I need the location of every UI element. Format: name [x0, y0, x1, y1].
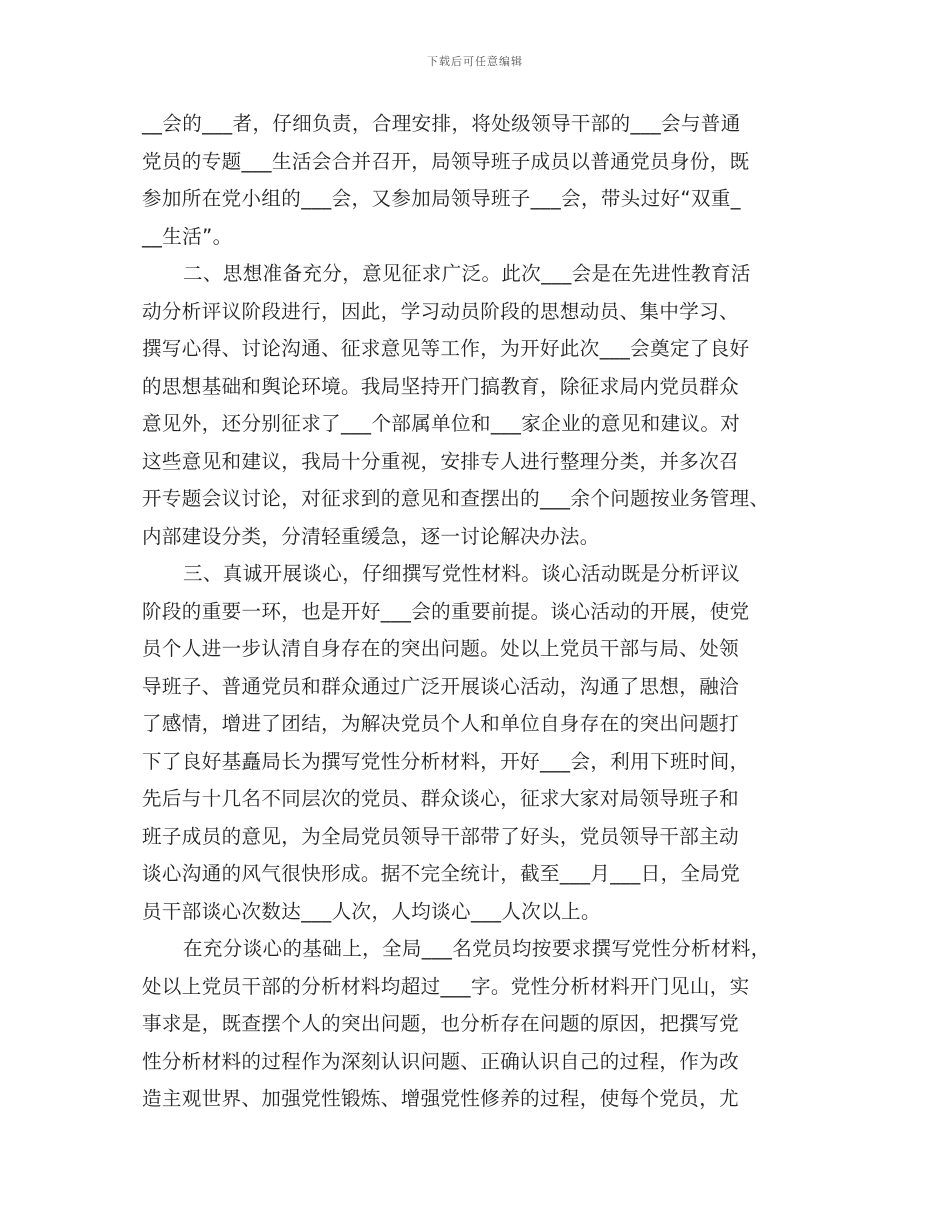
text-line: 谈心沟通的风气很快形成。据不完全统计，截至___月___日，全局党 — [142, 862, 741, 885]
text-line: 员干部谈心次数达___人次，人均谈心___人次以上。 — [142, 899, 601, 923]
paragraph-start-line: 三、真诚开展谈心，仔细撰写党性材料。谈心活动既是分析评议 — [183, 562, 741, 585]
text-line: __会的___者，仔细负责，合理安排，将处级领导干部的___会与普通 — [142, 112, 741, 135]
text-line: 内部建设分类，分清轻重缓急，逐一讨论解决办法。 — [142, 524, 600, 548]
text-line: 党员的专题___生活会合并召开，局领导班子成员以普通党员身份，既 — [142, 149, 750, 173]
text-line: 班子成员的意见，为全局党员领导干部带了好头，党员领导干部主动 — [142, 824, 740, 848]
text-line: 导班子、普通党员和群众通过广泛开展谈心活动，沟通了思想，融洽 — [142, 674, 740, 698]
text-line: 这些意见和建议，我局十分重视，安排专人进行整理分类，并多次召 — [142, 449, 740, 473]
document-body — [142, 105, 832, 1118]
text-line: 性分析材料的过程作为深刻认识问题、正确认识自己的过程，作为改 — [142, 1049, 740, 1073]
paragraph-start-line: 在充分谈心的基础上，全局___名党员均按要求撰写党性分析材料， — [183, 937, 771, 960]
text-line: 造主观世界、加强党性锻炼、增强党性修养的过程，使每个党员，尤 — [142, 1087, 740, 1110]
text-line: 员个人进一步认清自身存在的突出问题。处以上党员干部与局、处领 — [142, 637, 740, 660]
text-line: 阶段的重要一环，也是开好___会的重要前提。谈心活动的开展，使党 — [142, 599, 750, 623]
text-line: 事求是，既查摆个人的突出问题，也分析存在问题的原因，把撰写党 — [142, 1012, 740, 1035]
text-line: 的思想基础和舆论环境。我局坚持开门搞教育，除征求局内党员群众 — [142, 374, 740, 398]
text-line: 撰写心得、讨论沟通、征求意见等工作，为开好此次___会奠定了良好 — [142, 337, 750, 360]
text-line: 参加所在党小组的___会，又参加局领导班子___会，带头过好“双重_ — [142, 187, 741, 210]
text-line: 处以上党员干部的分析材料均超过___字。党性分析材料开门见山，实 — [142, 974, 750, 998]
text-line: 动分析评议阶段进行，因此，学习动员阶段的思想动员、集中学习、 — [142, 299, 740, 323]
text-line: 先后与十几名不同层次的党员、群众谈心，征求大家对局领导班子和 — [142, 787, 740, 810]
text-line: 意见外，还分别征求了___个部属单位和___家企业的意见和建议。对 — [142, 412, 741, 435]
text-line: 下了良好基矗局长为撰写党性分析材料，开好___会，利用下班时间， — [142, 749, 750, 773]
paragraph-start-line: 二、思想准备充分，意见征求广泛。此次___会是在先进性教育活 — [183, 262, 751, 285]
text-line: 开专题会议讨论，对征求到的意见和查摆出的___余个问题按业务管理、 — [142, 487, 770, 510]
page-header: 下载后可任意编辑 — [427, 55, 523, 68]
text-line: __生活”。 — [142, 224, 233, 248]
text-line: 了感情，增进了团结，为解决党员个人和单位自身存在的突出问题打 — [142, 712, 740, 735]
